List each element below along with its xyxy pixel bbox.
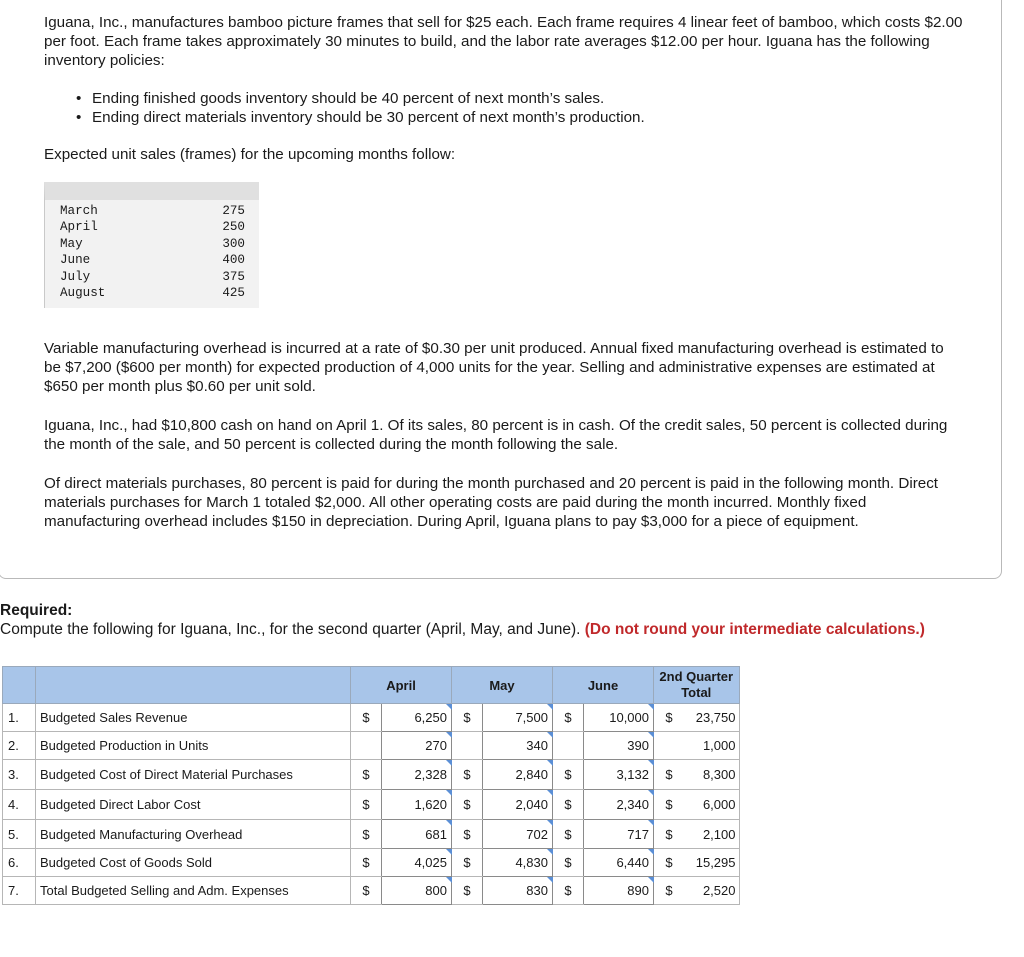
header-number	[3, 667, 36, 704]
table-row	[3, 790, 740, 820]
currency-symbol: $	[654, 877, 685, 905]
june-answer-input[interactable]: 717	[584, 820, 654, 849]
june-answer-input[interactable]: 890	[584, 877, 654, 905]
row-label: Budgeted Sales Revenue	[36, 704, 351, 732]
inventory-policy-list	[76, 89, 645, 127]
row-label: Budgeted Production in Units	[36, 732, 351, 760]
answer-table	[2, 666, 740, 905]
april-answer-input[interactable]: 4,025	[382, 849, 452, 877]
table-row	[3, 760, 740, 790]
list-item: • Ending direct materials inventory should be 30 percent of next month’s production.	[76, 109, 645, 126]
currency-symbol: $	[553, 790, 584, 820]
currency-symbol: $	[553, 704, 584, 732]
row-label: Total Budgeted Selling and Adm. Expenses	[36, 877, 351, 905]
april-answer-input[interactable]: 681	[382, 820, 452, 849]
row-number: 6.	[3, 849, 36, 877]
row-number: 4.	[3, 790, 36, 820]
header-quarter-total: 2nd Quarter Total	[654, 667, 740, 704]
april-answer-input[interactable]: 6,250	[382, 704, 452, 732]
currency-symbol	[452, 732, 483, 760]
currency-symbol: $	[654, 849, 685, 877]
row-label: Budgeted Cost of Goods Sold	[36, 849, 351, 877]
list-item: • Ending finished goods inventory should be 40 percent of next month’s sales.	[76, 90, 605, 107]
row-number: 1.	[3, 704, 36, 732]
header-june: June	[553, 667, 654, 704]
table-row	[3, 704, 740, 732]
table-header-row	[3, 667, 740, 704]
quarter-total-value: 2,520	[684, 877, 739, 905]
table-row	[3, 820, 740, 849]
table-row	[3, 732, 740, 760]
quarter-total-value: 2,100	[684, 820, 739, 849]
quarter-total-value: 6,000	[684, 790, 739, 820]
may-answer-input[interactable]: 7,500	[483, 704, 553, 732]
cash-paragraph: Iguana, Inc., had $10,800 cash on hand on April 1. Of its sales, 80 percent is in cash. Of the credit sales, 50 percent is collected during the month of the sale, and 50 percent is collected during the month following the sale.	[44, 417, 948, 453]
row-label: Budgeted Manufacturing Overhead	[36, 820, 351, 849]
currency-symbol: $	[452, 704, 483, 732]
may-answer-input[interactable]: 2,840	[483, 760, 553, 790]
row-label: Budgeted Direct Labor Cost	[36, 790, 351, 820]
quarter-total-value: 8,300	[684, 760, 739, 790]
april-answer-input[interactable]: 800	[382, 877, 452, 905]
currency-symbol: $	[553, 820, 584, 849]
bullet-icon: •	[76, 109, 82, 126]
required-text: Compute the following for Iguana, Inc., for the second quarter (April, May, and June). (Do not round your intermediate calculations.)	[0, 621, 925, 638]
april-answer-input[interactable]: 1,620	[382, 790, 452, 820]
table-row	[3, 877, 740, 905]
currency-symbol: $	[351, 849, 382, 877]
currency-symbol: $	[351, 704, 382, 732]
currency-symbol: $	[553, 877, 584, 905]
june-answer-input[interactable]: 6,440	[584, 849, 654, 877]
required-title: Required:	[0, 602, 73, 619]
bullet-icon: •	[76, 90, 82, 107]
april-answer-input[interactable]: 270	[382, 732, 452, 760]
purchases-paragraph: Of direct materials purchases, 80 percent is paid for during the month purchased and 20 percent is paid in the following month. Direct materials purchases for March 1 totaled $2,000. All other operating costs are paid during the month incurred. Monthly fixed manufacturing overhead includes $150 in depreciation. During April, Iguana plans to pay $3,000 for a piece of equipment.	[44, 475, 939, 530]
problem-intro: Iguana, Inc., manufactures bamboo picture frames that sell for $25 each. Each frame requires 4 linear feet of bamboo, which costs $2.00 per foot. Each frame takes approximately 30 minutes to build, and the labor rate averages $12.00 per hour. Iguana has the following inventory policies:	[44, 14, 963, 69]
row-number: 3.	[3, 760, 36, 790]
currency-symbol: $	[452, 877, 483, 905]
june-answer-input[interactable]: 3,132	[584, 760, 654, 790]
currency-symbol: $	[452, 790, 483, 820]
may-answer-input[interactable]: 4,830	[483, 849, 553, 877]
currency-symbol: $	[654, 760, 685, 790]
table-row	[3, 849, 740, 877]
row-number: 7.	[3, 877, 36, 905]
currency-symbol: $	[452, 849, 483, 877]
header-april: April	[351, 667, 452, 704]
currency-symbol: $	[351, 820, 382, 849]
currency-symbol	[351, 732, 382, 760]
expected-sales-table: March 275 April 250 May 300 June 400 July 375 August 425	[44, 182, 259, 308]
currency-symbol	[553, 732, 584, 760]
april-answer-input[interactable]: 2,328	[382, 760, 452, 790]
may-answer-input[interactable]: 2,040	[483, 790, 553, 820]
currency-symbol: $	[654, 704, 685, 732]
june-answer-input[interactable]: 10,000	[584, 704, 654, 732]
currency-symbol: $	[553, 760, 584, 790]
rounding-note: (Do not round your intermediate calculations.)	[584, 621, 925, 638]
june-answer-input[interactable]: 2,340	[584, 790, 654, 820]
currency-symbol: $	[351, 760, 382, 790]
header-may: May	[452, 667, 553, 704]
currency-symbol: $	[452, 760, 483, 790]
row-label: Budgeted Cost of Direct Material Purchases	[36, 760, 351, 790]
row-number: 5.	[3, 820, 36, 849]
header-label	[36, 667, 351, 704]
currency-symbol: $	[654, 820, 685, 849]
quarter-total-value: 1,000	[684, 732, 739, 760]
quarter-total-value: 15,295	[684, 849, 739, 877]
currency-symbol: $	[553, 849, 584, 877]
currency-symbol: $	[452, 820, 483, 849]
june-answer-input[interactable]: 390	[584, 732, 654, 760]
sales-intro: Expected unit sales (frames) for the upcoming months follow:	[44, 146, 456, 163]
may-answer-input[interactable]: 340	[483, 732, 553, 760]
currency-symbol: $	[351, 790, 382, 820]
may-answer-input[interactable]: 830	[483, 877, 553, 905]
currency-symbol: $	[351, 877, 382, 905]
overhead-paragraph: Variable manufacturing overhead is incurred at a rate of $0.30 per unit produced. Annual fixed manufacturing overhead is estimated to be $7,200 ($600 per month) for expected production of 4,000 units for the year. Selling and administrative expenses are estimated at $650 per month plus $0.60 per unit sold.	[44, 340, 944, 395]
quarter-total-value: 23,750	[684, 704, 739, 732]
may-answer-input[interactable]: 702	[483, 820, 553, 849]
currency-symbol	[654, 732, 685, 760]
row-number: 2.	[3, 732, 36, 760]
currency-symbol: $	[654, 790, 685, 820]
